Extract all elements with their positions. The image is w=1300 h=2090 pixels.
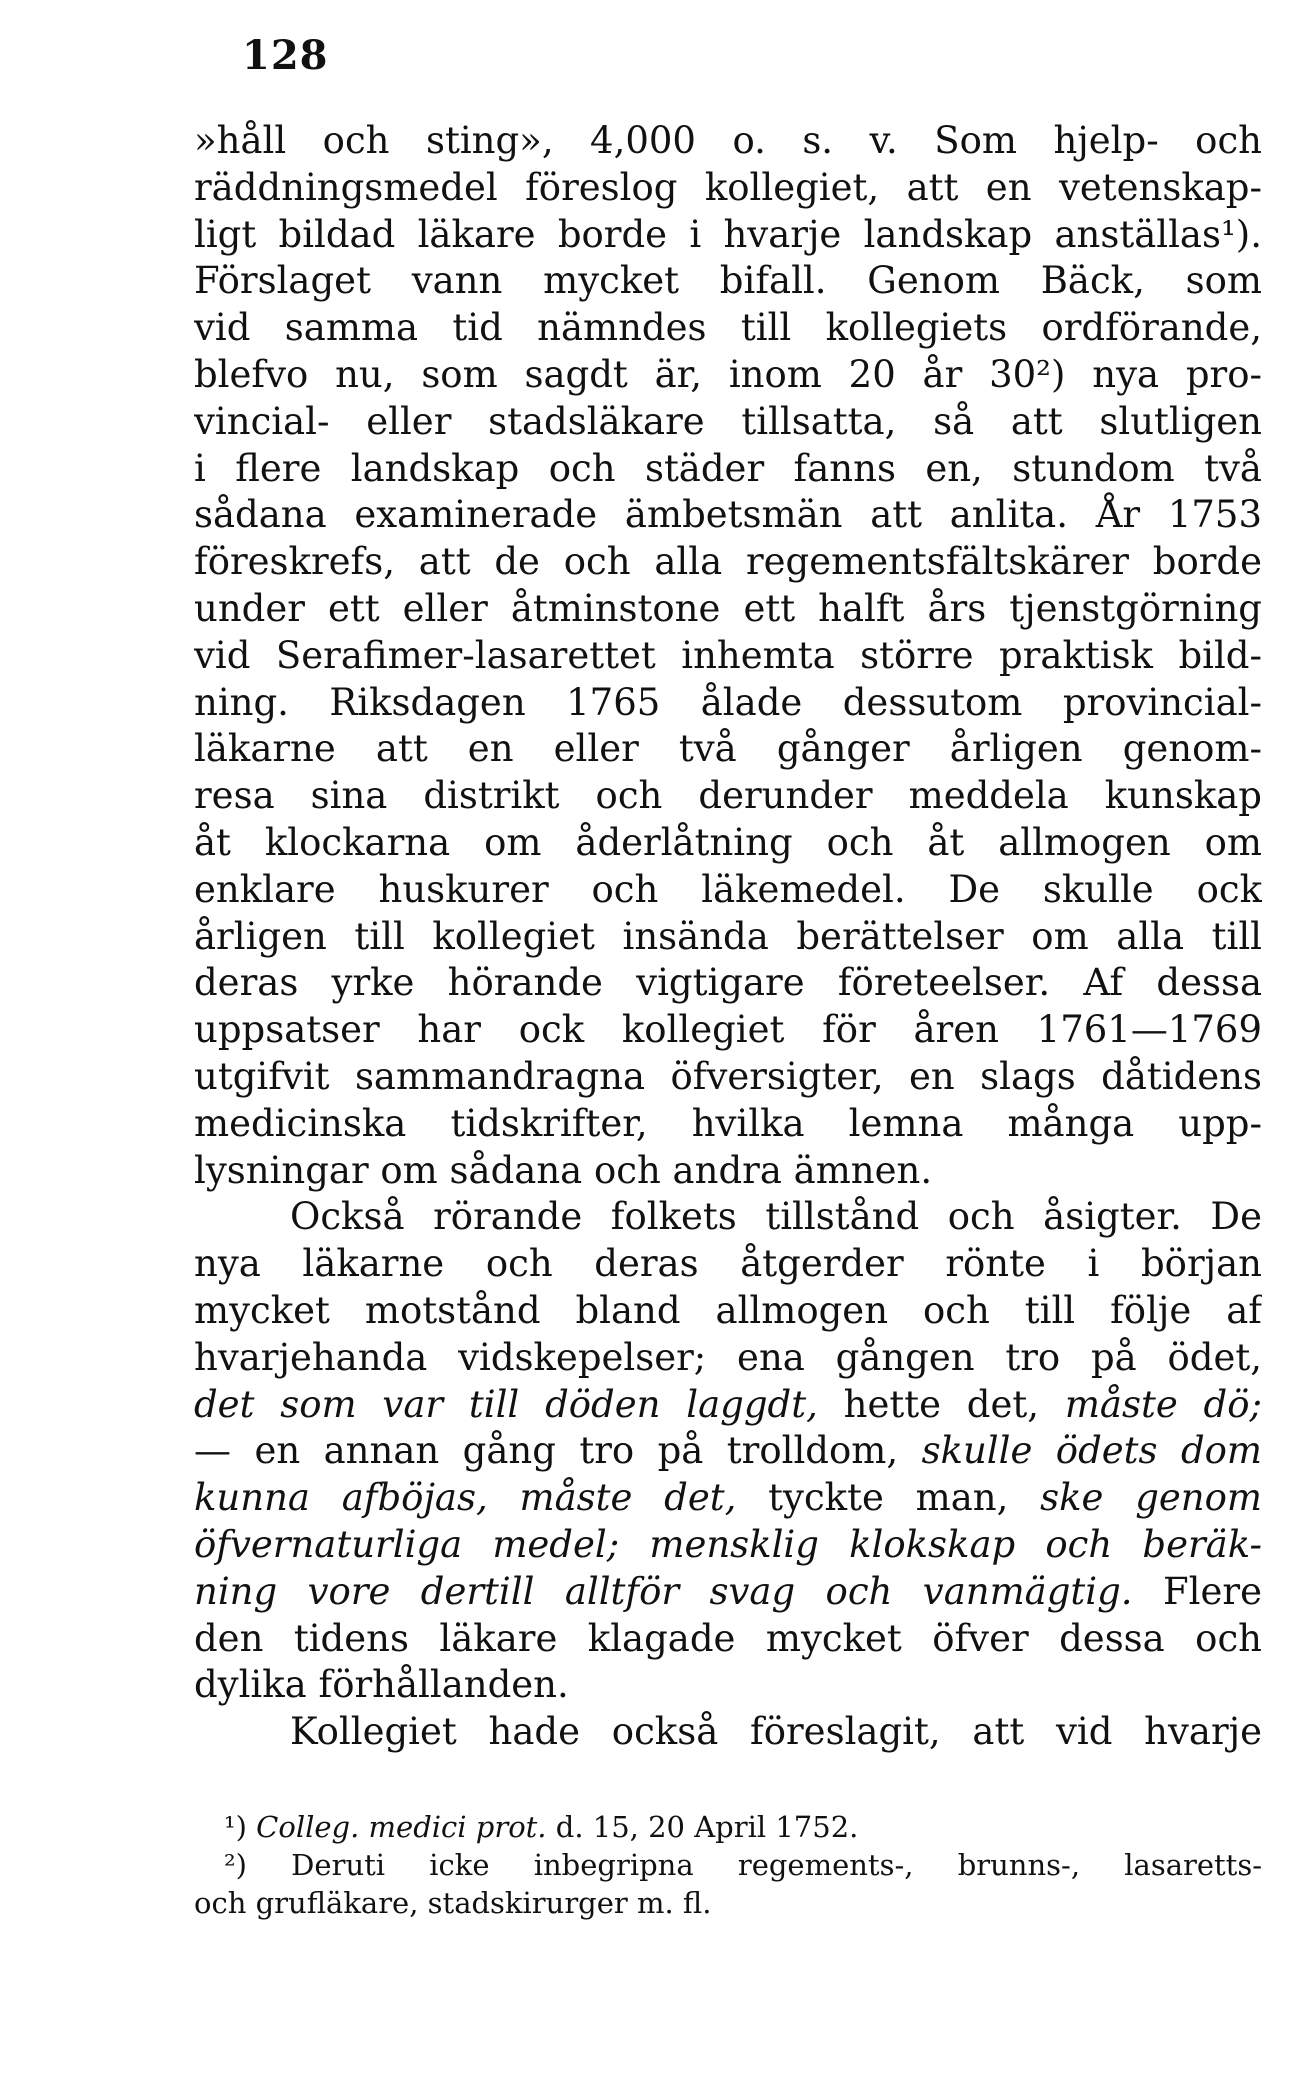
text-line: läkarne att en eller två gånger årligen genom- — [194, 727, 1262, 771]
italic-phrase: det som var till döden laggdt, — [194, 1382, 818, 1426]
italic-phrase: ske genom — [1040, 1476, 1262, 1520]
italic-phrase: ning vore dertill alltför svag och vanmägtig. — [194, 1569, 1133, 1613]
italic-phrase: skulle ödets dom — [921, 1429, 1262, 1473]
footnote-source: Colleg. medici prot. — [256, 1810, 547, 1844]
text-line-italic — [194, 1522, 1262, 1569]
text-line: »håll och sting», 4,000 o. s. v. Som hjelp- och — [194, 119, 1262, 162]
body-text — [194, 118, 1262, 1756]
text-line: lysningar om sådana och andra ämnen. — [194, 1148, 933, 1192]
text-line-mixed — [194, 1428, 1262, 1475]
text-line: ligt bildad läkare borde i hvarje landskap anställas¹). — [194, 212, 1262, 256]
footnote-2-continuation: och grufläkare, stadskirurger m. fl. — [194, 1886, 712, 1920]
text-line: dylika förhållanden. — [194, 1663, 569, 1707]
text-line: sådana examinerade ämbetsmän att anlita. År 1753 — [194, 493, 1262, 537]
text-line: enklare huskurer och läkemedel. De skulle ock — [194, 867, 1262, 911]
text-line: Förslaget vann mycket bifall. Genom Bäck, som — [194, 259, 1262, 303]
roman-phrase: Flere — [1163, 1569, 1262, 1613]
footnote-1 — [194, 1808, 1262, 1846]
text-line-mixed — [194, 1475, 1262, 1522]
text-line: vid Serafimer-lasarettet inhemta större praktisk bild- — [194, 633, 1262, 677]
roman-phrase: — en annan gång tro på trolldom, — [194, 1429, 899, 1473]
text-line: räddningsmedel föreslog kollegiet, att en vetenskap- — [194, 165, 1262, 209]
text-line: uppsatser har ock kollegiet för åren 1761—1769 — [194, 1008, 1262, 1052]
italic-phrase: öfvernaturliga medel; mensklig klokskap och beräk- — [194, 1522, 1262, 1566]
text-line: blefvo nu, som sagdt är, inom 20 år 30²) nya pro- — [194, 352, 1262, 396]
italic-phrase: kunna afböjas, måste det, — [194, 1476, 737, 1520]
paragraph-start-line: Kollegiet hade också föreslagit, att vid hvarje — [290, 1710, 1262, 1754]
footnote-2 — [194, 1846, 1262, 1884]
text-line: resa sina distrikt och derunder meddela kunskap — [194, 774, 1262, 818]
text-line: hvarjehanda vidskepelser; ena gången tro på ödet, — [194, 1335, 1262, 1379]
text-line: deras yrke hörande vigtigare företeelser. Af dessa — [194, 961, 1262, 1005]
text-line-mixed — [194, 1569, 1262, 1616]
text-line: den tidens läkare klagade mycket öfver dessa och — [194, 1616, 1262, 1660]
text-line: nya läkarne och deras åtgerder rönte i början — [194, 1242, 1262, 1286]
text-line: vincial- eller stadsläkare tillsatta, så att slutligen — [194, 399, 1262, 443]
paragraph-start-line: Också rörande folkets tillstånd och åsigter. De — [290, 1195, 1262, 1239]
roman-phrase: tyckte man, — [768, 1476, 1009, 1520]
page-number: 128 — [242, 32, 329, 79]
text-line: åt klockarna om åderlåtning och åt allmogen om — [194, 820, 1262, 864]
footnote-marker: ¹) — [224, 1810, 247, 1844]
text-line: vid samma tid nämndes till kollegiets ordförande, — [194, 306, 1262, 350]
footnote-marker: ²) — [224, 1848, 247, 1882]
text-line: utgifvit sammandragna öfversigter, en slags dåtidens — [194, 1054, 1262, 1098]
footnotes — [194, 1808, 1262, 1922]
text-line: mycket motstånd bland allmogen och till följe af — [194, 1288, 1262, 1332]
text-line: i flere landskap och städer fanns en, stundom två — [194, 446, 1262, 490]
footnote-text: d. 15, 20 April 1752. — [555, 1810, 859, 1844]
italic-phrase: måste dö; — [1064, 1382, 1262, 1426]
text-line: medicinska tidskrifter, hvilka lemna många upp- — [194, 1101, 1262, 1145]
text-line: föreskrefs, att de och alla regementsfältskärer borde — [194, 540, 1262, 584]
text-line: under ett eller åtminstone ett halft års tjenstgörning — [194, 586, 1262, 630]
text-line: årligen till kollegiet insända berättelser om alla till — [194, 914, 1262, 958]
text-line: ning. Riksdagen 1765 ålade dessutom provincial- — [194, 680, 1262, 724]
text-line-mixed — [194, 1382, 1262, 1429]
roman-phrase: hette det, — [843, 1382, 1040, 1426]
footnote-text: Deruti icke inbegripna regements-, brunns-, lasaretts- — [291, 1848, 1263, 1882]
